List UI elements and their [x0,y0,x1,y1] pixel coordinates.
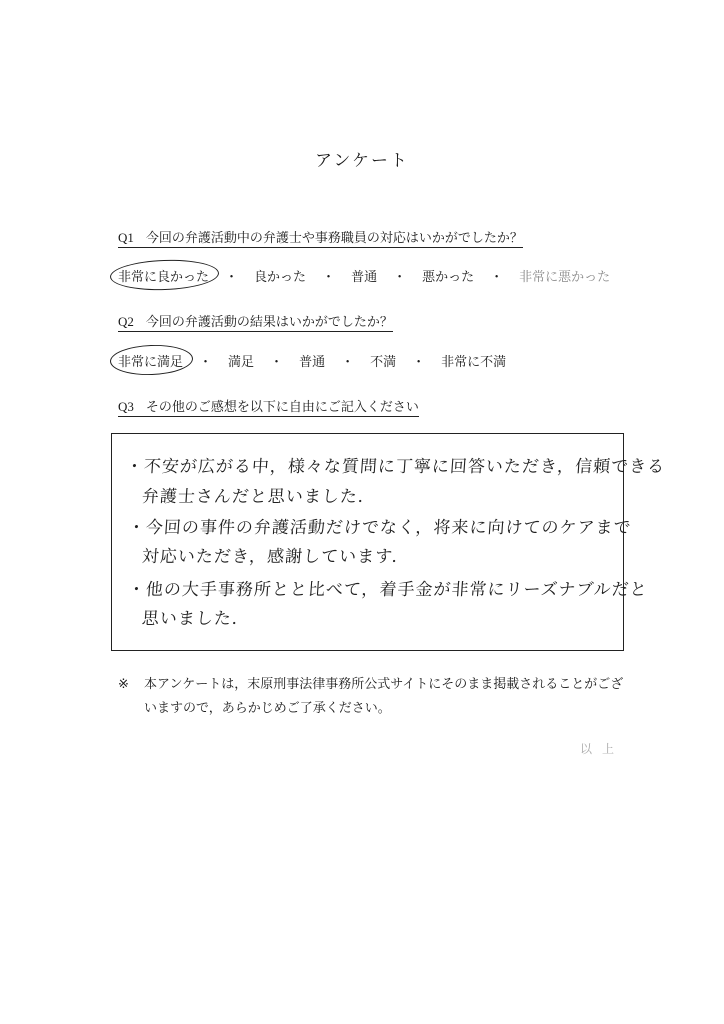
page-title: アンケート [315,151,409,171]
question-3-text: その他のご感想を以下に自由にご記入ください [145,400,419,415]
closing-mark: 以上 [580,742,625,756]
disclaimer-text: 本アンケートは，末原刑事法律事務所公式サイトにそのまま掲載されることがございますので，あらかじめご了承ください。 [144,677,624,716]
question-3 [118,396,419,417]
question-3-number: Q3 [118,399,134,414]
reference-mark: ※ [118,677,129,692]
answer-line: ・不安が広がる中，様々な質問に丁寧に回答いただき，信頼できる [125,457,666,477]
answer-line: ・他の大手事務所とと比べて，着手金が非常にリーズナブルだと [127,580,649,600]
question-1-text: 今回の弁護活動中の弁護士や事務職員の対応はいかがでしたか？ [145,231,523,246]
question-2-text: 今回の弁護活動の結果はいかがでしたか？ [145,315,393,330]
q2-separator: ・ [199,355,213,370]
q1-separator: ・ [322,270,336,285]
answer-line: 弁護士さんだと思いました． [141,487,377,507]
q2-separator: ・ [270,355,284,370]
q2-separator: ・ [341,355,355,370]
disclaimer-note [118,673,628,721]
q1-option-bad[interactable]: 悪かった [422,270,475,285]
q2-option-very-satisfied[interactable]: 非常に満足 [118,351,183,370]
answer-line: 思いました． [141,609,251,629]
q1-option-very-bad[interactable]: 非常に悪かった [519,270,611,285]
question-2-number: Q2 [118,314,134,329]
q1-option-good[interactable]: 良かった [254,270,307,285]
q1-separator: ・ [490,270,504,285]
q1-separator: ・ [225,270,239,285]
question-1-options [118,266,610,285]
q1-separator: ・ [393,270,407,285]
q1-option-very-good[interactable]: 非常に良かった [118,266,209,285]
q2-option-satisfied[interactable]: 満足 [228,355,255,370]
answer-line: 対応いただき，感謝しています． [141,547,411,567]
q2-option-normal[interactable]: 普通 [299,355,326,370]
q2-separator: ・ [412,355,426,370]
question-1-number: Q1 [118,230,134,245]
question-2 [118,311,393,332]
q1-option-normal[interactable]: 普通 [351,270,378,285]
answer-line: ・今回の事件の弁護活動だけでなく，将来に向けてのケアまで [127,518,633,538]
q2-option-dissatisfied[interactable]: 不満 [370,355,397,370]
question-2-options [118,351,506,370]
q2-option-very-dissatisfied[interactable]: 非常に不満 [441,355,507,370]
question-1 [118,227,523,248]
